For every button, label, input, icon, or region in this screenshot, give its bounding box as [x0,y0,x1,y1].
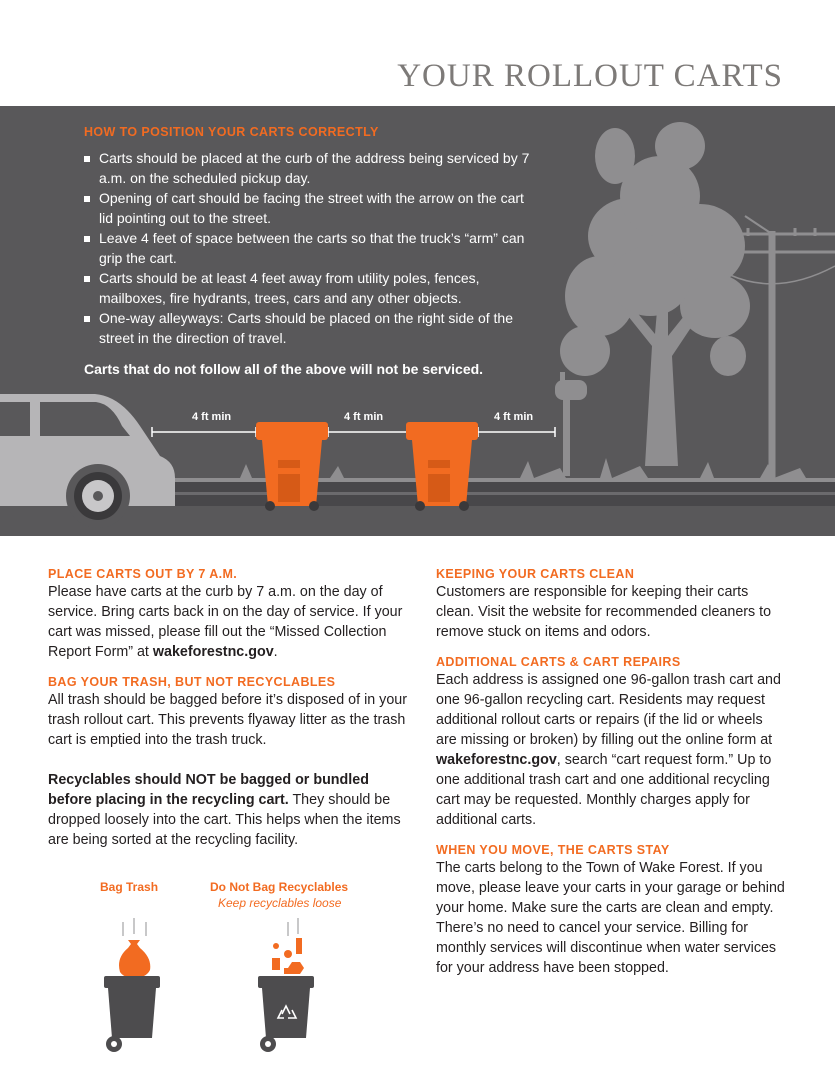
bagging-illustration [60,878,400,1058]
recycling-bin-icon [258,976,314,1052]
section-text: Recyclables should NOT be bagged or bundled before placing in the recycling cart. They should be dropped loosely into the cart. This helps when the items are being sorted at the recycling facility. [48,772,401,848]
list-item: Carts should be at least 4 feet away from utility poles, fences, mailboxes, fire hydrants, trees, cars and any other objects. [84,269,534,308]
loose-recyclables-icon [272,918,304,974]
website-link[interactable]: wakeforestnc.gov [436,752,557,768]
section-text: The carts belong to the Town of Wake Forest. If you move, please leave your carts in your garage or behind your home. Make sure the carts are clean and empty. There’s no need to cancel your service. Billing for monthly services will discontinue when water services for your address have been stopped. [436,860,785,976]
section-heading: BAG YOUR TRASH, BUT NOT RECYCLABLES [48,675,336,689]
section-text: Please have carts at the curb by 7 a.m. on the day of service. Bring carts back in on the day of service. If your cart was missed, please fill out the “Missed Collection Report Form” at wakeforestnc.gov. [48,584,403,660]
section-heading: WHEN YOU MOVE, THE CARTS STAY [436,843,670,857]
dimension-label: 4 ft min [192,411,232,423]
positioning-heading: HOW TO POSITION YOUR CARTS CORRECTLY [84,125,379,139]
no-bag-label: Do Not Bag Recyclables [210,880,349,894]
section-heading: ADDITIONAL CARTS & CART REPAIRS [436,655,681,669]
list-item: Leave 4 feet of space between the carts so that the truck’s “arm” can grip the cart. [84,229,534,268]
list-item: Opening of cart should be facing the street with the arrow on the cart lid pointing out to the street. [84,189,534,228]
dimension-label: 4 ft min [494,411,534,423]
service-warning: Carts that do not follow all of the above will not be serviced. [84,361,484,377]
page-title: YOUR ROLLOUT CARTS [397,58,783,94]
tree-icon [560,122,750,466]
mailbox-icon [555,372,587,476]
right-column [436,566,786,978]
section-text: All trash should be bagged before it’s disposed of in your trash rollout cart. This prevents flyaway litter as the trash cart is emptied into the trash truck. [48,692,407,748]
section-heading: KEEPING YOUR CARTS CLEAN [436,567,635,581]
car-icon [0,394,175,528]
section-heading: PLACE CARTS OUT BY 7 A.M. [48,567,238,581]
dimension-lines [152,427,555,437]
left-column [48,566,408,850]
dimension-label: 4 ft min [344,411,384,423]
positioning-rules-list [84,149,534,349]
section-text: Customers are responsible for keeping their carts clean. Visit the website for recommended cleaners to remove stuck on items and odors. [436,584,772,640]
list-item: One-way alleyways: Carts should be placed on the right side of the street in the direction of travel. [84,309,534,348]
cart-positioning-panel [0,106,835,536]
bin-illustration [60,878,400,1058]
section-text: Each address is assigned one 96-gallon trash cart and one 96-gallon recycling cart. Residents may request additional rollout carts or repairs (if the lid or wheels are missing or broken) by filling out the online form at wakeforestnc.gov, search “cart request form.” Up to one additional trash cart and one additional recycling cart may be requested. Monthly charges apply for additional carts. [436,672,781,828]
website-link[interactable]: wakeforestnc.gov [152,644,274,660]
bag-trash-label: Bag Trash [100,880,159,894]
trash-bin-icon [104,976,160,1052]
trash-bag-icon [119,918,150,978]
no-bag-sublabel: Keep recyclables loose [218,896,342,910]
list-item: Carts should be placed at the curb of the address being serviced by 7 a.m. on the scheduled pickup day. [84,149,534,188]
